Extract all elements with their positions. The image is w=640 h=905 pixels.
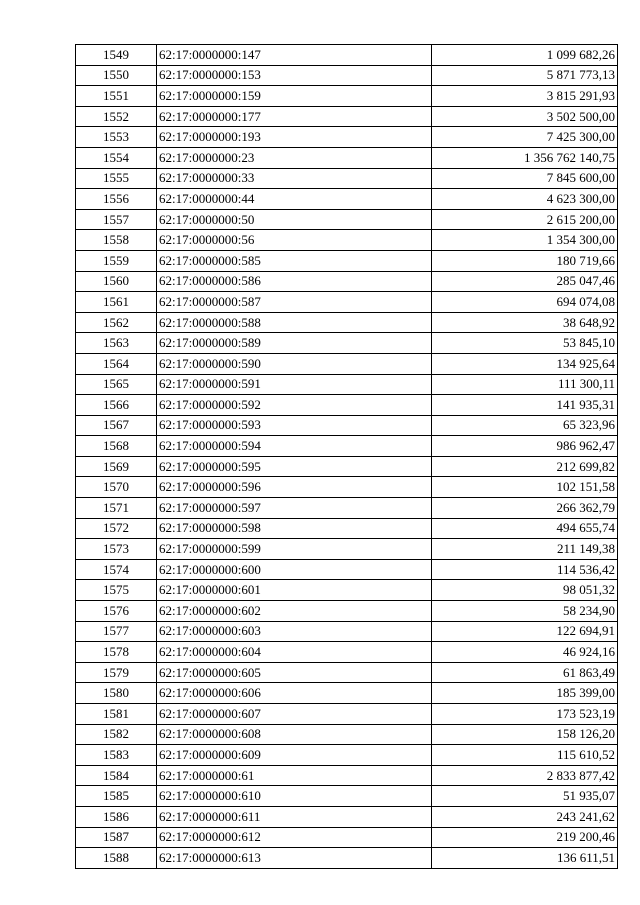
value-cell: 114 536,42: [432, 559, 618, 580]
cadastral-number-cell: 62:17:0000000:604: [157, 642, 432, 663]
value-cell: 136 611,51: [432, 848, 618, 869]
table-row: [76, 601, 618, 622]
cadastral-number-cell: 62:17:0000000:193: [157, 127, 432, 148]
value-cell: 1 354 300,00: [432, 230, 618, 251]
value-cell: 53 845,10: [432, 333, 618, 354]
cadastral-number-cell: 62:17:0000000:598: [157, 518, 432, 539]
cadastral-number-cell: 62:17:0000000:23: [157, 147, 432, 168]
value-cell: 122 694,91: [432, 621, 618, 642]
value-cell: 285 047,46: [432, 271, 618, 292]
table-row: [76, 374, 618, 395]
cadastral-number-cell: 62:17:0000000:608: [157, 724, 432, 745]
cadastral-number-cell: 62:17:0000000:610: [157, 786, 432, 807]
table-row: [76, 745, 618, 766]
row-number-cell: 1588: [76, 848, 157, 869]
value-cell: 7 845 600,00: [432, 168, 618, 189]
cadastral-number-cell: 62:17:0000000:591: [157, 374, 432, 395]
table-row: [76, 230, 618, 251]
cadastral-number-cell: 62:17:0000000:590: [157, 353, 432, 374]
row-number-cell: 1578: [76, 642, 157, 663]
cadastral-number-cell: 62:17:0000000:613: [157, 848, 432, 869]
value-cell: 986 962,47: [432, 436, 618, 457]
value-cell: 494 655,74: [432, 518, 618, 539]
row-number-cell: 1587: [76, 827, 157, 848]
value-cell: 2 615 200,00: [432, 209, 618, 230]
value-cell: 134 925,64: [432, 353, 618, 374]
row-number-cell: 1585: [76, 786, 157, 807]
row-number-cell: 1579: [76, 662, 157, 683]
row-number-cell: 1584: [76, 765, 157, 786]
cadastral-number-cell: 62:17:0000000:595: [157, 456, 432, 477]
table-body: [76, 45, 618, 869]
cadastral-number-cell: 62:17:0000000:586: [157, 271, 432, 292]
row-number-cell: 1572: [76, 518, 157, 539]
row-number-cell: 1557: [76, 209, 157, 230]
cadastral-number-cell: 62:17:0000000:592: [157, 395, 432, 416]
cadastral-number-cell: 62:17:0000000:61: [157, 765, 432, 786]
table-row: [76, 65, 618, 86]
row-number-cell: 1553: [76, 127, 157, 148]
value-cell: 180 719,66: [432, 250, 618, 271]
value-cell: 3 502 500,00: [432, 106, 618, 127]
value-cell: 243 241,62: [432, 806, 618, 827]
cadastral-number-cell: 62:17:0000000:601: [157, 580, 432, 601]
cadastral-number-cell: 62:17:0000000:593: [157, 415, 432, 436]
row-number-cell: 1558: [76, 230, 157, 251]
row-number-cell: 1551: [76, 86, 157, 107]
cadastral-number-cell: 62:17:0000000:50: [157, 209, 432, 230]
cadastral-number-cell: 62:17:0000000:612: [157, 827, 432, 848]
value-cell: 46 924,16: [432, 642, 618, 663]
cadastral-number-cell: 62:17:0000000:611: [157, 806, 432, 827]
table-row: [76, 147, 618, 168]
table-row: [76, 86, 618, 107]
table-row: [76, 271, 618, 292]
table-row: [76, 395, 618, 416]
row-number-cell: 1583: [76, 745, 157, 766]
cadastral-number-cell: 62:17:0000000:603: [157, 621, 432, 642]
row-number-cell: 1552: [76, 106, 157, 127]
table-row: [76, 209, 618, 230]
table-row: [76, 642, 618, 663]
value-cell: 7 425 300,00: [432, 127, 618, 148]
row-number-cell: 1577: [76, 621, 157, 642]
value-cell: 102 151,58: [432, 477, 618, 498]
cadastral-number-cell: 62:17:0000000:596: [157, 477, 432, 498]
value-cell: 4 623 300,00: [432, 189, 618, 210]
cadastral-number-cell: 62:17:0000000:153: [157, 65, 432, 86]
cadastral-number-cell: 62:17:0000000:609: [157, 745, 432, 766]
value-cell: 219 200,46: [432, 827, 618, 848]
table-row: [76, 415, 618, 436]
cadastral-number-cell: 62:17:0000000:597: [157, 498, 432, 519]
row-number-cell: 1555: [76, 168, 157, 189]
table-row: [76, 498, 618, 519]
value-cell: 3 815 291,93: [432, 86, 618, 107]
value-cell: 211 149,38: [432, 539, 618, 560]
row-number-cell: 1566: [76, 395, 157, 416]
row-number-cell: 1586: [76, 806, 157, 827]
row-number-cell: 1562: [76, 312, 157, 333]
cadastral-number-cell: 62:17:0000000:600: [157, 559, 432, 580]
cadastral-number-cell: 62:17:0000000:177: [157, 106, 432, 127]
value-cell: 2 833 877,42: [432, 765, 618, 786]
table-row: [76, 848, 618, 869]
table-row: [76, 580, 618, 601]
cadastral-number-cell: 62:17:0000000:602: [157, 601, 432, 622]
value-cell: 98 051,32: [432, 580, 618, 601]
row-number-cell: 1565: [76, 374, 157, 395]
table-row: [76, 436, 618, 457]
row-number-cell: 1563: [76, 333, 157, 354]
table-row: [76, 704, 618, 725]
value-cell: 61 863,49: [432, 662, 618, 683]
value-cell: 173 523,19: [432, 704, 618, 725]
cadastral-number-cell: 62:17:0000000:159: [157, 86, 432, 107]
table-row: [76, 312, 618, 333]
cadastral-number-cell: 62:17:0000000:606: [157, 683, 432, 704]
row-number-cell: 1564: [76, 353, 157, 374]
row-number-cell: 1581: [76, 704, 157, 725]
table-row: [76, 539, 618, 560]
table-row: [76, 518, 618, 539]
row-number-cell: 1550: [76, 65, 157, 86]
row-number-cell: 1575: [76, 580, 157, 601]
row-number-cell: 1570: [76, 477, 157, 498]
cadastral-number-cell: 62:17:0000000:56: [157, 230, 432, 251]
table-row: [76, 456, 618, 477]
value-cell: 1 099 682,26: [432, 45, 618, 66]
value-cell: 111 300,11: [432, 374, 618, 395]
table-row: [76, 333, 618, 354]
value-cell: 694 074,08: [432, 292, 618, 313]
table-row: [76, 106, 618, 127]
table-row: [76, 477, 618, 498]
cadastral-number-cell: 62:17:0000000:585: [157, 250, 432, 271]
table-row: [76, 292, 618, 313]
value-cell: 1 356 762 140,75: [432, 147, 618, 168]
cadastral-number-cell: 62:17:0000000:589: [157, 333, 432, 354]
table-row: [76, 250, 618, 271]
cadastral-number-cell: 62:17:0000000:44: [157, 189, 432, 210]
table-row: [76, 168, 618, 189]
value-cell: 212 699,82: [432, 456, 618, 477]
value-cell: 38 648,92: [432, 312, 618, 333]
table-row: [76, 127, 618, 148]
cadastral-number-cell: 62:17:0000000:587: [157, 292, 432, 313]
value-cell: 185 399,00: [432, 683, 618, 704]
row-number-cell: 1561: [76, 292, 157, 313]
cadastral-number-cell: 62:17:0000000:605: [157, 662, 432, 683]
row-number-cell: 1554: [76, 147, 157, 168]
table-row: [76, 724, 618, 745]
table-row: [76, 189, 618, 210]
row-number-cell: 1571: [76, 498, 157, 519]
table-row: [76, 765, 618, 786]
row-number-cell: 1568: [76, 436, 157, 457]
cadastral-number-cell: 62:17:0000000:33: [157, 168, 432, 189]
row-number-cell: 1549: [76, 45, 157, 66]
row-number-cell: 1569: [76, 456, 157, 477]
row-number-cell: 1582: [76, 724, 157, 745]
value-cell: 65 323,96: [432, 415, 618, 436]
cadastral-number-cell: 62:17:0000000:147: [157, 45, 432, 66]
value-cell: 58 234,90: [432, 601, 618, 622]
table-row: [76, 683, 618, 704]
row-number-cell: 1573: [76, 539, 157, 560]
cadastral-number-cell: 62:17:0000000:599: [157, 539, 432, 560]
row-number-cell: 1567: [76, 415, 157, 436]
table-row: [76, 786, 618, 807]
row-number-cell: 1559: [76, 250, 157, 271]
table-row: [76, 662, 618, 683]
value-cell: 51 935,07: [432, 786, 618, 807]
value-cell: 266 362,79: [432, 498, 618, 519]
table-row: [76, 827, 618, 848]
value-cell: 141 935,31: [432, 395, 618, 416]
row-number-cell: 1576: [76, 601, 157, 622]
value-cell: 115 610,52: [432, 745, 618, 766]
row-number-cell: 1560: [76, 271, 157, 292]
value-cell: 5 871 773,13: [432, 65, 618, 86]
row-number-cell: 1580: [76, 683, 157, 704]
cadastral-value-table: [75, 44, 618, 869]
table-row: [76, 806, 618, 827]
row-number-cell: 1556: [76, 189, 157, 210]
table-row: [76, 353, 618, 374]
table-row: [76, 45, 618, 66]
value-cell: 158 126,20: [432, 724, 618, 745]
cadastral-number-cell: 62:17:0000000:594: [157, 436, 432, 457]
row-number-cell: 1574: [76, 559, 157, 580]
table-row: [76, 559, 618, 580]
table-row: [76, 621, 618, 642]
cadastral-number-cell: 62:17:0000000:607: [157, 704, 432, 725]
cadastral-number-cell: 62:17:0000000:588: [157, 312, 432, 333]
